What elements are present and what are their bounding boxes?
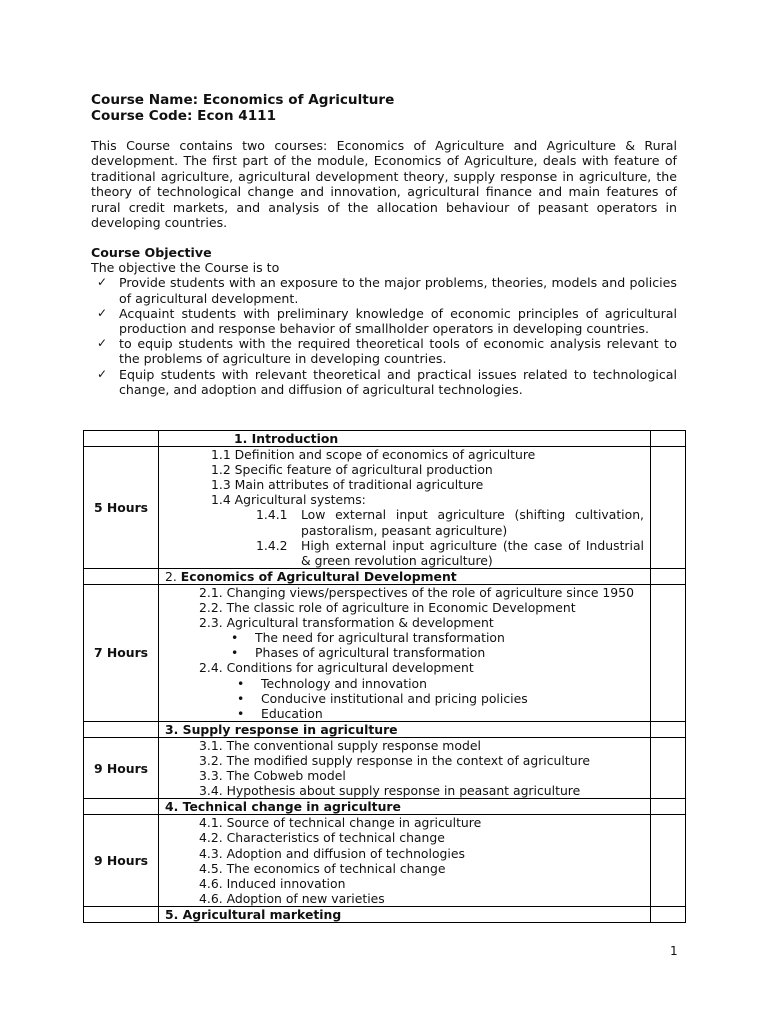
table-row bbox=[84, 584, 686, 721]
section-title: 1. Introduction bbox=[234, 431, 339, 446]
objective-item: ✓ Provide students with an exposure to the major problems, theories, models and policies of agricultural development. bbox=[97, 275, 677, 306]
section-content: 2.1. Changing views/perspectives of the role of agriculture since 1950 2.2. The classic role of agriculture in Economic Development 2.3. Agricultural transformation & development • The need for agricultural transformation • Phases of agricultural transformation 2.4. Conditions for agricultural development • Technology and innovation • Conducive institutional and pricing policies • Education bbox=[159, 584, 651, 721]
section-content: 1.1 Definition and scope of economics of agriculture 1.2 Specific feature of agricultural production 1.3 Main attributes of traditional agriculture 1.4 Agricultural systems: 1.4.1 Low external input agriculture (shifting cultivation, pastoralism, peasant agriculture) 1.4.2 High external input agriculture (the case of Industrial & green revolution agriculture) bbox=[159, 447, 651, 569]
checkmark-icon: ✓ bbox=[97, 336, 108, 351]
course-code: Course Code: Econ 4111 bbox=[91, 108, 277, 124]
checkmark-icon: ✓ bbox=[97, 305, 108, 320]
section-hours: 7 Hours bbox=[84, 584, 159, 721]
objective-item: ✓ Acquaint students with preliminary knowledge of economic principles of agricultural production and response behavior of smallholder operators in developing countries. bbox=[97, 305, 677, 337]
table-row bbox=[84, 431, 686, 447]
objective-list bbox=[91, 275, 677, 397]
section-hours: 9 Hours bbox=[84, 737, 159, 798]
section-hours: 5 Hours bbox=[84, 447, 159, 569]
section-content: 4.1. Source of technical change in agriculture 4.2. Characteristics of technical change 4.3. Adoption and diffusion of technologies 4.5. The economics of technical change 4.6. Induced innovation 4.6. Adoption of new varieties bbox=[159, 815, 651, 907]
objective-item: ✓ Equip students with relevant theoretical and practical issues related to technological change, and adoption and diffusion of agricultural technologies. bbox=[97, 366, 677, 397]
objective-item: ✓ to equip students with the required theoretical tools of economic analysis relevant to the problems of agriculture in developing countries. bbox=[97, 336, 677, 367]
course-description: This Course contains two courses: Economics of Agriculture and Agriculture & Rural development. The first part of the module, Economics of Agriculture, deals with feature of traditional agriculture, agricultural development theory, supply response in agriculture, the theory of technological change and innovation, agricultural finance and main features of rural credit markets, and analysis of the allocation behaviour of peasant operators in developing countries. bbox=[91, 138, 677, 231]
document-body bbox=[91, 92, 677, 397]
table-row bbox=[84, 447, 686, 569]
table-row bbox=[84, 799, 686, 815]
section-hours: 9 Hours bbox=[84, 815, 159, 907]
table-row bbox=[84, 737, 686, 798]
objective-heading: Course Objective bbox=[91, 245, 212, 261]
table-row bbox=[84, 815, 686, 907]
table-row bbox=[84, 721, 686, 737]
section-title: 4. Technical change in agriculture bbox=[159, 799, 651, 815]
section-title: 5. Agricultural marketing bbox=[159, 906, 651, 922]
table-row bbox=[84, 906, 686, 922]
section-title: 3. Supply response in agriculture bbox=[159, 721, 651, 737]
syllabus-table bbox=[83, 430, 686, 923]
objective-lead: The objective the Course is to bbox=[91, 260, 280, 276]
section-content: 3.1. The conventional supply response model 3.2. The modified supply response in the context of agriculture 3.3. The Cobweb model 3.4. Hypothesis about supply response in peasant agriculture bbox=[159, 737, 651, 798]
section-title: Economics of Agricultural Development bbox=[180, 568, 457, 584]
table-row: 2. Economics of Agricultural Development bbox=[84, 568, 686, 584]
checkmark-icon: ✓ bbox=[97, 366, 108, 381]
course-name: Course Name: Economics of Agriculture bbox=[91, 92, 395, 108]
checkmark-icon: ✓ bbox=[97, 275, 108, 290]
page-number: 1 bbox=[670, 944, 678, 958]
